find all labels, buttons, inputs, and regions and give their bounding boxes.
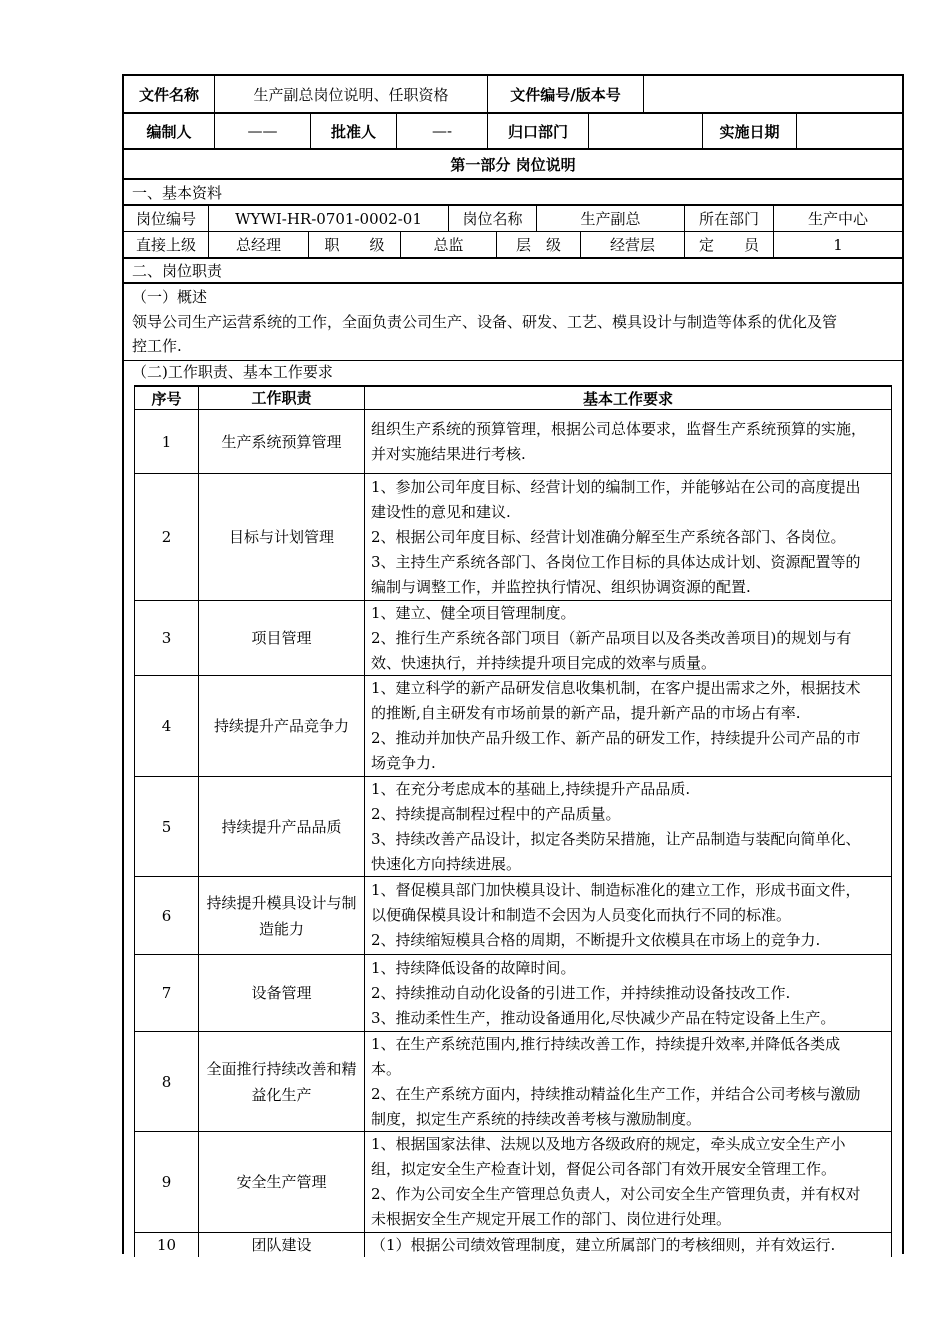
date-label: 实施日期 — [702, 114, 796, 148]
post-name-value: 生产副总 — [536, 206, 684, 231]
dept-label: 归口部门 — [487, 114, 588, 148]
requirement-line: 并对实施结果进行考核. — [371, 444, 526, 463]
requirement-line: 1、督促模具部门加快模具设计、制造标准化的建立工作，形成书面文件， — [371, 881, 861, 899]
row-duty: 持续提升产品竞争力 — [198, 676, 364, 776]
rank-value: 总监 — [400, 232, 496, 257]
row-duty: 安全生产管理 — [198, 1132, 364, 1232]
table-row — [134, 876, 892, 954]
duties-table-header — [134, 385, 892, 409]
file-name-value: 生产副总岗位说明、任职资格 — [214, 76, 487, 112]
row-requirements — [364, 676, 892, 776]
col-duty-header: 工作职责 — [198, 387, 364, 409]
dept-value — [588, 114, 702, 148]
row-requirements — [364, 601, 892, 675]
post-no-label: 岗位编号 — [135, 210, 196, 228]
row-duty: 持续提升产品品质 — [198, 777, 364, 876]
basic-title: 一、基本资料 — [132, 183, 223, 202]
table-row — [134, 954, 892, 1031]
superior-value: 总经理 — [208, 232, 308, 257]
row-requirements — [364, 777, 892, 876]
row-requirements — [364, 955, 892, 1031]
col-no-header: 序号 — [134, 387, 198, 409]
approver-value: —- — [396, 114, 487, 148]
req-title: （二)工作职责、基本工作要求 — [132, 363, 333, 381]
requirement-line: 1、建立、健全项目管理制度。 — [371, 603, 576, 622]
requirement-line: 组，拟定安全生产检查计划，督促公司各部门有效开展安全管理工作。 — [371, 1160, 837, 1178]
dept-name-value: 生产中心 — [773, 206, 902, 231]
row-duty: 设备管理 — [198, 955, 364, 1031]
basic-row-1 — [124, 206, 902, 232]
row-duty: 持续提升模具设计与制造能力 — [198, 877, 364, 954]
row-number: 1 — [134, 410, 198, 473]
requirement-line: 1、建立科学的新产品研发信息收集机制，在客户提出需求之外，根据技术 — [371, 679, 861, 697]
row-requirements — [364, 474, 892, 600]
duties-title: 二、岗位职责 — [132, 262, 223, 280]
row-number: 9 — [134, 1132, 198, 1232]
dept-name-label: 所在部门 — [684, 206, 773, 231]
headcount-label: 定 员 — [684, 232, 773, 257]
file-no-label: 文件编号/版本号 — [487, 76, 643, 112]
document-frame — [122, 74, 904, 1254]
row-number: 5 — [134, 777, 198, 876]
requirement-line: 效、快速执行，并持续提升项目完成的效率与质量。 — [371, 653, 717, 672]
row-number: 8 — [134, 1032, 198, 1131]
requirement-line: 1、参加公司年度目标、经营计划的编制工作，并能够站在公司的高度提出 — [371, 477, 861, 496]
row-duty: 目标与计划管理 — [198, 474, 364, 600]
overview-line-2: 控工作. — [132, 337, 182, 355]
basic-row-2 — [124, 232, 902, 259]
file-no-value — [643, 76, 902, 112]
row-number: 7 — [134, 955, 198, 1031]
requirement-line: 以便确保模具设计和制造不会因为人员变化而执行不同的标准。 — [371, 906, 792, 924]
row-duty: 生产系统预算管理 — [198, 410, 364, 473]
rank-label: 职 级 — [308, 232, 400, 257]
requirement-line: 2、根据公司年度目标、经营计划准确分解至生产系统各部门、各岗位。 — [371, 527, 846, 546]
row-requirements — [364, 877, 892, 954]
overview-line-1: 领导公司生产运营系统的工作，全面负责公司生产、设备、研发、工艺、模具设计与制造等体系的优化及管 — [132, 313, 838, 331]
requirement-line: 本。 — [371, 1059, 402, 1078]
author-value: —— — [214, 114, 310, 148]
table-row — [134, 473, 892, 600]
requirement-line: 1、根据国家法律、法规以及地方各级政府的规定，牵头成立安全生产小 — [371, 1135, 846, 1153]
requirement-line: 编制与调整工作，并监控执行情况、组织协调资源的配置. — [371, 577, 751, 596]
requirement-line: 2、持续缩短模具合格的周期，不断提升文依模具在市场上的竞争力. — [371, 931, 821, 949]
row-requirements — [364, 1032, 892, 1131]
table-row — [134, 600, 892, 675]
requirement-line: 建设性的意见和建议. — [371, 502, 511, 521]
duties-table — [134, 385, 892, 1254]
table-row — [134, 409, 892, 473]
requirement-line: 2、持续推动自动化设备的引进工作，并持续推动设备技改工作. — [371, 983, 791, 1002]
level-label: 层 级 — [496, 232, 580, 257]
row-duty: 全面推行持续改善和精益化生产 — [198, 1032, 364, 1131]
requirement-line: 场竞争力. — [371, 754, 436, 772]
file-name-label: 文件名称 — [138, 85, 199, 104]
requirement-line: 制度，拟定生产系统的持续改善考核与激励制度。 — [371, 1109, 702, 1128]
table-row — [134, 1031, 892, 1131]
requirement-line: （1）根据公司绩效管理制度，建立所属部门的考核细则，并有效运行. — [371, 1235, 836, 1254]
row-number: 4 — [134, 676, 198, 776]
requirement-line: 3、持续改善产品设计，拟定各类防呆措施，让产品制造与装配向简单化、 — [371, 829, 861, 848]
row-requirements — [364, 1233, 892, 1257]
row-requirements — [364, 1132, 892, 1232]
col-req-header: 基本工作要求 — [364, 387, 892, 409]
requirement-line: 1、在生产系统范围内,推行持续改善工作，持续提升效率,并降低各类成 — [371, 1034, 841, 1053]
requirement-line: 未根据安全生产规定开展工作的部门、岗位进行处理。 — [371, 1210, 732, 1228]
requirement-line: 3、推动柔性生产，推动设备通用化,尽快减少产品在特定设备上生产。 — [371, 1008, 836, 1027]
part1-title-row — [124, 150, 902, 180]
date-value — [796, 114, 902, 148]
duties-title-row — [124, 259, 902, 284]
approver-label: 批准人 — [310, 114, 396, 148]
requirement-line: 1、持续降低设备的故障时间。 — [371, 958, 576, 977]
requirement-line: 2、作为公司安全生产管理总负责人，对公司安全生产管理负责，并有权对 — [371, 1185, 861, 1203]
table-row — [134, 1131, 892, 1232]
level-value: 经营层 — [580, 232, 684, 257]
requirement-line: 快速化方向持续进展。 — [371, 854, 522, 873]
requirement-line: 1、在充分考虑成本的基础上,持续提升产品品质. — [371, 779, 691, 798]
part1-title: 第一部分 岗位说明 — [450, 155, 576, 174]
requirement-line: 的推断,自主研发有市场前景的新产品，提升新产品的市场占有率. — [371, 704, 801, 722]
row-number: 6 — [134, 877, 198, 954]
header-row-1 — [124, 76, 902, 114]
row-duty: 项目管理 — [198, 601, 364, 675]
requirement-line: 3、主持生产系统各部门、各岗位工作目标的具体达成计划、资源配置等的 — [371, 552, 861, 571]
header-row-2 — [124, 114, 902, 150]
requirement-line: 组织生产系统的预算管理，根据公司总体要求，监督生产系统预算的实施， — [371, 419, 867, 438]
author-label: 编制人 — [146, 122, 192, 141]
superior-label: 直接上级 — [135, 236, 196, 254]
basic-title-row — [124, 180, 902, 206]
row-requirements — [364, 410, 892, 473]
post-name-label: 岗位名称 — [448, 206, 536, 231]
row-number: 10 — [134, 1233, 198, 1257]
overview-title: （一）概述 — [132, 288, 208, 306]
row-number: 2 — [134, 474, 198, 600]
table-row — [134, 1232, 892, 1257]
table-row — [134, 675, 892, 776]
headcount-value: 1 — [773, 232, 902, 257]
requirement-line: 2、推动并加快产品升级工作、新产品的研发工作，持续提升公司产品的市 — [371, 729, 861, 747]
row-duty: 团队建设 — [198, 1233, 364, 1257]
requirement-line: 2、在生产系统方面内，持续推动精益化生产工作，并结合公司考核与激励 — [371, 1084, 861, 1103]
post-no-value: WYWI-HR-0701-0002-01 — [208, 206, 448, 231]
requirement-line: 2、推行生产系统各部门项目（新产品项目以及各类改善项目)的规划与有 — [371, 628, 852, 647]
table-row — [134, 776, 892, 876]
requirement-line: 2、持续提高制程过程中的产品质量。 — [371, 804, 621, 823]
row-number: 3 — [134, 601, 198, 675]
